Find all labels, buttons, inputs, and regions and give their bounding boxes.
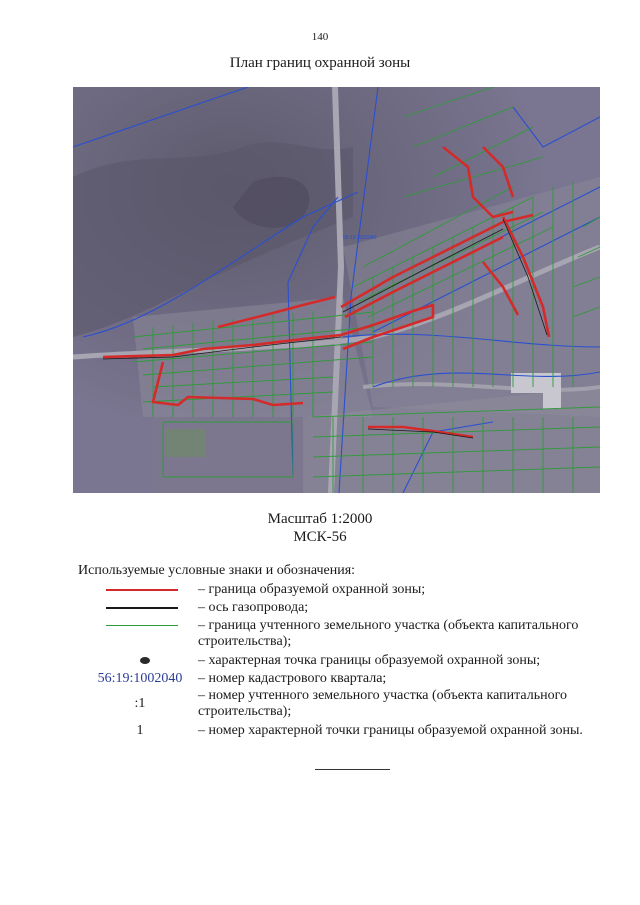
legend-text: – номер учтенного земельного участка (объекта капитального строительства); bbox=[198, 688, 568, 719]
scale-block bbox=[0, 510, 640, 546]
red-line-icon bbox=[106, 589, 178, 591]
field-plot bbox=[165, 429, 205, 457]
green-line-icon bbox=[106, 625, 178, 626]
legend-symbol bbox=[78, 600, 202, 616]
coord-system-label: МСК-56 bbox=[293, 529, 347, 545]
scale-label: Масштаб 1:2000 bbox=[267, 511, 373, 527]
footer-rule bbox=[315, 769, 390, 770]
legend-symbol-text: 56:19:1002040 bbox=[97, 671, 183, 686]
page-title: План границ охранной зоны bbox=[229, 55, 411, 71]
legend-heading: Используемые условные знаки и обозначения: bbox=[78, 563, 356, 578]
legend-symbol-text: 1 bbox=[136, 723, 144, 738]
legend-symbol bbox=[78, 653, 202, 669]
legend-text: – граница образуемой охранной зоны; bbox=[198, 582, 426, 597]
page-number: 140 bbox=[311, 31, 329, 43]
map-canvas bbox=[73, 87, 600, 493]
legend-text: – граница учтенного земельного участка (объекта капитального строительства); bbox=[198, 618, 579, 649]
map-image bbox=[73, 87, 600, 493]
legend-symbol-text: :1 bbox=[134, 696, 146, 711]
dot-icon bbox=[140, 657, 150, 664]
building bbox=[543, 387, 561, 409]
legend-text: – характерная точка границы образуемой охранной зоны; bbox=[198, 653, 541, 668]
legend-text: – номер кадастрового квартала; bbox=[198, 671, 387, 686]
legend-text: – номер характерной точки границы образуемой охранной зоны. bbox=[198, 723, 583, 738]
quarter-label: 56:19:1002040 bbox=[343, 235, 377, 241]
black-line-icon bbox=[106, 607, 178, 609]
legend-text: – ось газопровода; bbox=[198, 600, 309, 615]
legend-symbol bbox=[78, 582, 202, 598]
legend-symbol bbox=[78, 618, 202, 634]
